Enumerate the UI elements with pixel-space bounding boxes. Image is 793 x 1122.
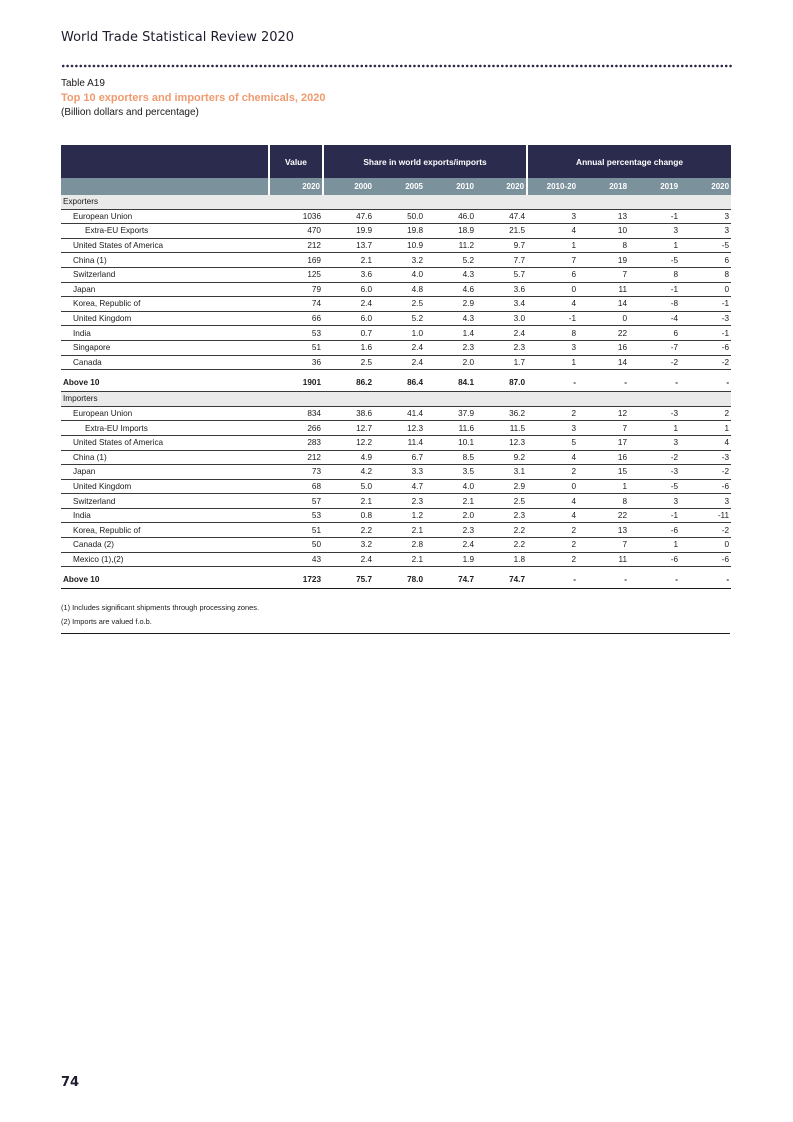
table-cell: 0	[680, 538, 731, 553]
table-cell: 12.3	[476, 435, 527, 450]
table-cell: 47.4	[476, 209, 527, 224]
table-cell: 1036	[269, 209, 323, 224]
table-cell: 1.6	[323, 340, 374, 355]
data-table-container	[61, 145, 730, 589]
table-row	[61, 450, 731, 465]
table-cell: 10.9	[374, 238, 425, 253]
table-units: (Billion dollars and percentage)	[61, 107, 199, 118]
table-cell: 0.7	[323, 326, 374, 341]
table-cell: 2.2	[476, 538, 527, 553]
header-share: Share in world exports/imports	[323, 145, 527, 178]
table-notes	[61, 601, 730, 634]
total-cell: -	[629, 374, 680, 392]
table-cell: 8	[629, 267, 680, 282]
table-cell: 125	[269, 267, 323, 282]
table-cell: 12.3	[374, 421, 425, 436]
table-cell: 266	[269, 421, 323, 436]
year-header: 2005	[374, 178, 425, 195]
section-label: Importers	[61, 392, 731, 407]
table-cell: 1	[629, 421, 680, 436]
total-cell: 87.0	[476, 374, 527, 392]
row-label: China (1)	[61, 253, 269, 268]
table-cell: 11	[578, 282, 629, 297]
table-cell: 1	[680, 421, 731, 436]
table-cell: 0.8	[323, 508, 374, 523]
table-cell: 7	[527, 253, 578, 268]
table-cell: 3	[629, 494, 680, 509]
table-cell: 74	[269, 297, 323, 312]
table-cell: 7	[578, 267, 629, 282]
table-cell: 16	[578, 450, 629, 465]
table-cell: 5.0	[323, 479, 374, 494]
row-label: China (1)	[61, 450, 269, 465]
table-row	[61, 508, 731, 523]
section-label: Exporters	[61, 195, 731, 209]
row-label: Singapore	[61, 340, 269, 355]
table-cell: 2	[527, 538, 578, 553]
table-cell: 8	[578, 494, 629, 509]
table-cell: 2	[527, 523, 578, 538]
table-cell: 2	[680, 406, 731, 421]
table-cell: -6	[629, 523, 680, 538]
table-cell: 36.2	[476, 406, 527, 421]
total-cell: -	[578, 374, 629, 392]
header-change: Annual percentage change	[527, 145, 731, 178]
table-cell: 3.5	[425, 465, 476, 480]
row-label: Switzerland	[61, 267, 269, 282]
row-label: Korea, Republic of	[61, 297, 269, 312]
table-cell: -1	[680, 326, 731, 341]
row-label: European Union	[61, 406, 269, 421]
total-cell: -	[527, 374, 578, 392]
row-label: Extra-EU Imports	[61, 421, 269, 436]
table-cell: 51	[269, 340, 323, 355]
table-row	[61, 267, 731, 282]
table-cell: 4.7	[374, 479, 425, 494]
table-cell: 2.8	[374, 538, 425, 553]
table-cell: 2.9	[425, 297, 476, 312]
table-cell: 4	[527, 508, 578, 523]
table-cell: -3	[680, 450, 731, 465]
table-cell: 4	[527, 494, 578, 509]
table-cell: 5.7	[476, 267, 527, 282]
table-cell: -2	[680, 465, 731, 480]
table-cell: 22	[578, 508, 629, 523]
table-row	[61, 209, 731, 224]
table-cell: 1	[527, 355, 578, 370]
row-label: Japan	[61, 282, 269, 297]
table-cell: 2.9	[476, 479, 527, 494]
table-row	[61, 253, 731, 268]
table-cell: 0	[680, 282, 731, 297]
total-cell: 75.7	[323, 571, 374, 589]
table-cell: 17	[578, 435, 629, 450]
table-cell: -2	[629, 355, 680, 370]
table-cell: -3	[680, 311, 731, 326]
table-cell: 2	[527, 406, 578, 421]
table-cell: 46.0	[425, 209, 476, 224]
table-cell: 21.5	[476, 224, 527, 239]
row-label: Korea, Republic of	[61, 523, 269, 538]
table-cell: 13	[578, 209, 629, 224]
year-header: 2020	[476, 178, 527, 195]
table-cell: 3.6	[476, 282, 527, 297]
page-number: 74	[61, 1075, 80, 1090]
table-cell: 13.7	[323, 238, 374, 253]
table-cell: 2.4	[374, 340, 425, 355]
table-cell: 5	[527, 435, 578, 450]
row-label: Mexico (1),(2)	[61, 552, 269, 567]
footnote: (1) Includes significant shipments through processing zones.	[61, 603, 260, 612]
row-label: Canada	[61, 355, 269, 370]
year-header: 2010	[425, 178, 476, 195]
table-cell: 7	[578, 538, 629, 553]
header-value: Value	[269, 145, 323, 178]
table-cell: 4.0	[425, 479, 476, 494]
row-label: Japan	[61, 465, 269, 480]
table-cell: 3	[527, 340, 578, 355]
table-row	[61, 297, 731, 312]
total-row	[61, 571, 731, 589]
table-cell: 2.4	[323, 552, 374, 567]
row-label: United Kingdom	[61, 479, 269, 494]
table-cell: 1	[629, 538, 680, 553]
table-cell: -4	[629, 311, 680, 326]
table-row	[61, 552, 731, 567]
table-cell: 2	[527, 552, 578, 567]
table-cell: 73	[269, 465, 323, 480]
table-row	[61, 421, 731, 436]
table-cell: 169	[269, 253, 323, 268]
table-cell: 41.4	[374, 406, 425, 421]
table-cell: -1	[680, 297, 731, 312]
table-row	[61, 224, 731, 239]
table-cell: 4.6	[425, 282, 476, 297]
table-row	[61, 494, 731, 509]
table-cell: 3.2	[374, 253, 425, 268]
table-cell: 2.4	[323, 297, 374, 312]
table-cell: 15	[578, 465, 629, 480]
table-cell: -11	[680, 508, 731, 523]
table-cell: 2.4	[425, 538, 476, 553]
table-cell: 79	[269, 282, 323, 297]
table-cell: 3.3	[374, 465, 425, 480]
table-cell: 37.9	[425, 406, 476, 421]
table-row	[61, 355, 731, 370]
table-cell: 66	[269, 311, 323, 326]
table-cell: 470	[269, 224, 323, 239]
table-cell: 0	[527, 282, 578, 297]
total-cell: -	[578, 571, 629, 589]
table-cell: 1.8	[476, 552, 527, 567]
table-cell: 3	[629, 435, 680, 450]
table-cell: 2.4	[374, 355, 425, 370]
table-cell: 19.9	[323, 224, 374, 239]
table-cell: 50.0	[374, 209, 425, 224]
total-cell: 86.2	[323, 374, 374, 392]
table-row	[61, 238, 731, 253]
row-label: India	[61, 508, 269, 523]
total-row	[61, 374, 731, 392]
table-row	[61, 282, 731, 297]
total-label: Above 10	[61, 571, 269, 589]
table-cell: 1	[527, 238, 578, 253]
table-cell: 4	[680, 435, 731, 450]
table-cell: -3	[629, 465, 680, 480]
table-cell: 2.2	[323, 523, 374, 538]
total-cell: -	[680, 374, 731, 392]
table-cell: 18.9	[425, 224, 476, 239]
table-cell: 38.6	[323, 406, 374, 421]
year-header: 2019	[629, 178, 680, 195]
table-row	[61, 435, 731, 450]
row-label: United Kingdom	[61, 311, 269, 326]
table-row	[61, 340, 731, 355]
year-header: 2010-20	[527, 178, 578, 195]
table-cell: 4.9	[323, 450, 374, 465]
total-cell: -	[629, 571, 680, 589]
table-cell: 4.2	[323, 465, 374, 480]
table-cell: 1.0	[374, 326, 425, 341]
table-cell: -2	[680, 523, 731, 538]
row-label: United States of America	[61, 435, 269, 450]
table-cell: 3.1	[476, 465, 527, 480]
table-row	[61, 538, 731, 553]
footnote: (2) Imports are valued f.o.b.	[61, 617, 152, 626]
table-cell: 47.6	[323, 209, 374, 224]
table-cell: 2.1	[374, 523, 425, 538]
table-cell: 5.2	[425, 253, 476, 268]
row-label: Switzerland	[61, 494, 269, 509]
table-cell: 12.7	[323, 421, 374, 436]
table-cell: -2	[680, 355, 731, 370]
table-cell: 22	[578, 326, 629, 341]
table-cell: 6	[629, 326, 680, 341]
table-cell: -6	[680, 479, 731, 494]
table-cell: 2.1	[425, 494, 476, 509]
table-cell: 2.1	[374, 552, 425, 567]
section-header-importers	[61, 392, 731, 407]
table-cell: 2.3	[374, 494, 425, 509]
table-cell: 11.2	[425, 238, 476, 253]
table-cell: 1.9	[425, 552, 476, 567]
table-cell: 6	[527, 267, 578, 282]
table-row	[61, 311, 731, 326]
table-cell: 2.4	[476, 326, 527, 341]
table-cell: 3	[527, 209, 578, 224]
year-header-blank	[61, 178, 269, 195]
table-cell: 6.0	[323, 282, 374, 297]
table-cell: 19.8	[374, 224, 425, 239]
table-cell: 3	[680, 209, 731, 224]
table-cell: 3.4	[476, 297, 527, 312]
table-cell: 50	[269, 538, 323, 553]
table-cell: 4.0	[374, 267, 425, 282]
table-cell: -6	[629, 552, 680, 567]
table-cell: 2.1	[323, 494, 374, 509]
table-cell: -8	[629, 297, 680, 312]
table-cell: 11.5	[476, 421, 527, 436]
table-row	[61, 479, 731, 494]
table-cell: 4.3	[425, 311, 476, 326]
table-cell: 2.3	[425, 340, 476, 355]
table-cell: 4.3	[425, 267, 476, 282]
table-cell: -5	[629, 479, 680, 494]
table-cell: 2.2	[476, 523, 527, 538]
table-cell: 36	[269, 355, 323, 370]
table-cell: 14	[578, 297, 629, 312]
table-cell: 4	[527, 224, 578, 239]
table-cell: 3	[629, 224, 680, 239]
total-cell: 86.4	[374, 374, 425, 392]
table-cell: 11.6	[425, 421, 476, 436]
table-cell: 2.5	[374, 297, 425, 312]
table-cell: 68	[269, 479, 323, 494]
total-cell: 74.7	[425, 571, 476, 589]
running-title: World Trade Statistical Review 2020	[61, 30, 295, 45]
table-cell: 2.3	[476, 508, 527, 523]
table-cell: 8	[578, 238, 629, 253]
table-cell: 2.3	[425, 523, 476, 538]
table-cell: 8.5	[425, 450, 476, 465]
table-cell: 6.0	[323, 311, 374, 326]
header-blank	[61, 145, 269, 178]
table-cell: 2.0	[425, 355, 476, 370]
table-cell: 19	[578, 253, 629, 268]
section-header-exporters	[61, 195, 731, 209]
table-cell: 0	[527, 479, 578, 494]
table-cell: 9.2	[476, 450, 527, 465]
table-cell: 4	[527, 297, 578, 312]
table-cell: 13	[578, 523, 629, 538]
table-cell: 283	[269, 435, 323, 450]
year-header: 2020	[269, 178, 323, 195]
total-label: Above 10	[61, 374, 269, 392]
table-cell: 1	[629, 238, 680, 253]
row-label: India	[61, 326, 269, 341]
table-cell: -7	[629, 340, 680, 355]
table-label: Table A19	[61, 78, 105, 89]
table-cell: 3	[680, 224, 731, 239]
table-cell: 43	[269, 552, 323, 567]
table-cell: 51	[269, 523, 323, 538]
table-cell: 7.7	[476, 253, 527, 268]
table-cell: -6	[680, 340, 731, 355]
table-cell: -5	[680, 238, 731, 253]
table-cell: 2.0	[425, 508, 476, 523]
table-cell: 57	[269, 494, 323, 509]
table-cell: -2	[629, 450, 680, 465]
total-cell: 1723	[269, 571, 323, 589]
table-cell: 12.2	[323, 435, 374, 450]
table-cell: 10.1	[425, 435, 476, 450]
row-label: United States of America	[61, 238, 269, 253]
table-row	[61, 523, 731, 538]
table-cell: 11.4	[374, 435, 425, 450]
total-cell: 74.7	[476, 571, 527, 589]
table-cell: -1	[629, 209, 680, 224]
table-cell: 834	[269, 406, 323, 421]
table-cell: 0	[578, 311, 629, 326]
table-row	[61, 326, 731, 341]
table-cell: 1.7	[476, 355, 527, 370]
table-cell: 2.5	[323, 355, 374, 370]
table-title: Top 10 exporters and importers of chemicals, 2020	[61, 92, 326, 104]
table-cell: -6	[680, 552, 731, 567]
year-header: 2020	[680, 178, 731, 195]
table-cell: 1.4	[425, 326, 476, 341]
table-cell: -1	[629, 282, 680, 297]
table-cell: 3	[527, 421, 578, 436]
table-cell: 14	[578, 355, 629, 370]
total-cell: -	[527, 571, 578, 589]
table-cell: 8	[527, 326, 578, 341]
table-cell: 11	[578, 552, 629, 567]
total-cell: 1901	[269, 374, 323, 392]
table-cell: -5	[629, 253, 680, 268]
table-cell: 2.3	[476, 340, 527, 355]
table-cell: 3.0	[476, 311, 527, 326]
table-cell: 8	[680, 267, 731, 282]
row-label: Canada (2)	[61, 538, 269, 553]
table-cell: 53	[269, 508, 323, 523]
year-header: 2000	[323, 178, 374, 195]
year-header: 2018	[578, 178, 629, 195]
table-cell: 5.2	[374, 311, 425, 326]
table-cell: 6.7	[374, 450, 425, 465]
table-cell: 12	[578, 406, 629, 421]
table-cell: 2.5	[476, 494, 527, 509]
row-label: European Union	[61, 209, 269, 224]
table-cell: 3	[680, 494, 731, 509]
dotted-divider	[61, 64, 733, 68]
table-cell: 6	[680, 253, 731, 268]
table-cell: 3.2	[323, 538, 374, 553]
table-cell: 9.7	[476, 238, 527, 253]
table-cell: 4	[527, 450, 578, 465]
table-cell: 3.6	[323, 267, 374, 282]
total-cell: -	[680, 571, 731, 589]
table-cell: -1	[629, 508, 680, 523]
table-cell: 10	[578, 224, 629, 239]
table-cell: 7	[578, 421, 629, 436]
table-cell: 2.1	[323, 253, 374, 268]
table-cell: 2	[527, 465, 578, 480]
table-cell: 53	[269, 326, 323, 341]
table-row	[61, 465, 731, 480]
row-label: Extra-EU Exports	[61, 224, 269, 239]
total-cell: 78.0	[374, 571, 425, 589]
table-cell: 1	[578, 479, 629, 494]
table-cell: -3	[629, 406, 680, 421]
table-cell: 212	[269, 450, 323, 465]
table-cell: 1.2	[374, 508, 425, 523]
table-cell: 16	[578, 340, 629, 355]
table-cell: -1	[527, 311, 578, 326]
table-cell: 4.8	[374, 282, 425, 297]
total-cell: 84.1	[425, 374, 476, 392]
table-row	[61, 406, 731, 421]
table-cell: 212	[269, 238, 323, 253]
data-table	[61, 145, 731, 589]
